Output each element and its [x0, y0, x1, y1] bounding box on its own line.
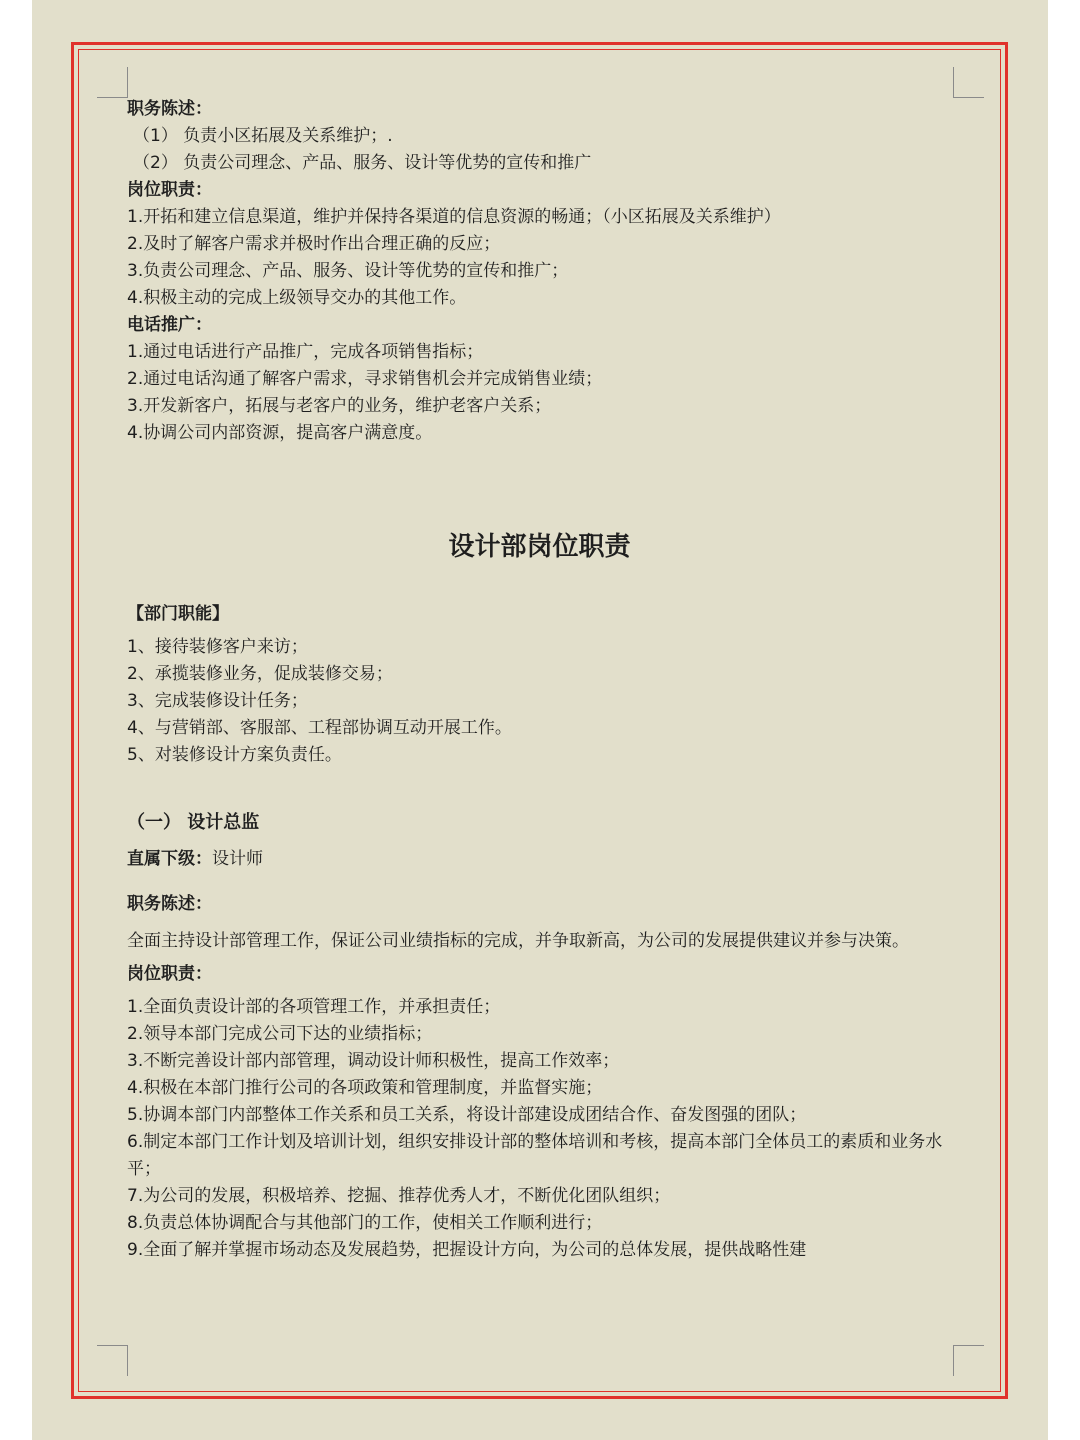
director-resp-item: 4.积极在本部门推行公司的各项政策和管理制度，并监督实施； — [127, 1078, 603, 1098]
director-resp-item: 3.不断完善设计部内部管理，调动设计师积极性，提高工作效率； — [127, 1051, 620, 1071]
dept-function-item: 3、完成装修设计任务； — [127, 691, 308, 711]
dept-function-item: 5、对装修设计方案负责任。 — [127, 745, 342, 765]
dept-function-heading: 【部门职能】 — [127, 604, 229, 624]
direct-subordinate — [127, 846, 952, 873]
phone-item: 4.协调公司内部资源，提高客户满意度。 — [127, 423, 433, 443]
phone-item: 3.开发新客户，拓展与老客户的业务，维护老客户关系； — [127, 396, 552, 416]
resp-item: 2.及时了解客户需求并极时作出合理正确的反应； — [127, 234, 501, 254]
director-resp-item: 6.制定本部门工作计划及培训计划，组织安排设计部的整体培训和考核，提高本部门全体员工的素质和业务水平； — [127, 1132, 943, 1179]
direct-subordinate-value: 设计师 — [212, 849, 263, 869]
director-resp-item: 9.全面了解并掌握市场动态及发展趋势，把握设计方向，为公司的总体发展，提供战略性建 — [127, 1240, 807, 1260]
director-resp-item: 2.领导本部门完成公司下达的业绩指标； — [127, 1024, 433, 1044]
director-heading: （一） 设计总监 — [127, 812, 260, 833]
director-resp-item: 5.协调本部门内部整体工作关系和员工关系，将设计部建设成团结合作、奋发图强的团队； — [127, 1105, 807, 1125]
margin-corner-mark — [953, 1345, 984, 1376]
dept-function-item: 4、与营销部、客服部、工程部协调互动开展工作。 — [127, 718, 512, 738]
resp-item: 3.负责公司理念、产品、服务、设计等优势的宣传和推广； — [127, 261, 569, 281]
document-body — [127, 96, 952, 1264]
director-resp-item: 8.负责总体协调配合与其他部门的工作，使相关工作顺利进行； — [127, 1213, 603, 1233]
phone-item: 1.通过电话进行产品推广，完成各项销售指标； — [127, 342, 484, 362]
resp-item: 1.开拓和建立信息渠道，维护并保持各渠道的信息资源的畅通；（小区拓展及关系维护） — [127, 207, 781, 227]
resp-heading: 岗位职责： — [127, 180, 212, 200]
duty-heading: 职务陈述： — [127, 99, 212, 119]
dept-function-item: 1、接待装修客户来访； — [127, 637, 308, 657]
phone-heading: 电话推广： — [127, 315, 212, 335]
section-title: 设计部岗位职责 — [448, 532, 631, 562]
margin-corner-mark — [97, 1345, 128, 1376]
director-resp-item: 1.全面负责设计部的各项管理工作，并承担责任； — [127, 997, 501, 1017]
phone-item: 2.通过电话沟通了解客户需求，寻求销售机会并完成销售业绩； — [127, 369, 603, 389]
director-resp-heading: 岗位职责： — [127, 964, 212, 984]
duty-item: （2） 负责公司理念、产品、服务、设计等优势的宣传和推广 — [133, 153, 592, 173]
margin-corner-mark — [953, 67, 984, 98]
direct-subordinate-label: 直属下级： — [127, 849, 212, 869]
dept-function-item: 2、承揽装修业务，促成装修交易； — [127, 664, 393, 684]
director-duty-text: 全面主持设计部管理工作，保证公司业绩指标的完成，并争取新高，为公司的发展提供建议并参与决策。 — [127, 931, 909, 951]
margin-corner-mark — [97, 67, 128, 98]
resp-item: 4.积极主动的完成上级领导交办的其他工作。 — [127, 288, 467, 308]
duty-item: （1） 负责小区拓展及关系维护；. — [133, 126, 393, 146]
director-duty-heading: 职务陈述： — [127, 894, 212, 914]
director-resp-item: 7.为公司的发展，积极培养、挖掘、推荐优秀人才，不断优化团队组织； — [127, 1186, 671, 1206]
